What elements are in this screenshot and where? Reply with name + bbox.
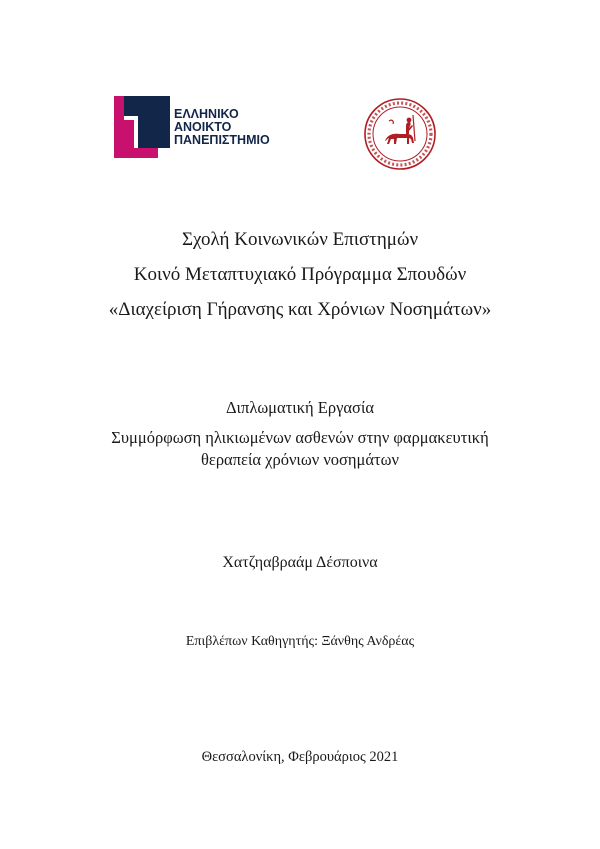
school-name: Σχολή Κοινωνικών Επιστημών [181, 229, 419, 250]
eap-line-2: ΑΝΟΙΚΤΟ [174, 120, 232, 134]
hellenic-open-university-logo [114, 96, 274, 158]
author-name: Χατζηαβραάμ Δέσποινα [222, 554, 378, 571]
eap-line-3: ΠΑΝΕΠΙΣΤΗΜΙΟ [174, 133, 270, 147]
eap-logo-text [174, 108, 270, 147]
place-date: Θεσσαλονίκη, Φεβρουάριος 2021 [201, 749, 399, 765]
program-title: «Διαχείριση Γήρανσης και Χρόνιων Νοσημάτων» [108, 299, 492, 320]
program-name: Κοινό Μεταπτυχιακό Πρόγραμμα Σπουδών [133, 264, 467, 285]
eap-mark-icon [114, 96, 170, 158]
thesis-title-line-2: θεραπεία χρόνιων νοσημάτων [200, 450, 399, 469]
eap-line-1: ΕΛΛΗΝΙΚΟ [174, 107, 239, 121]
thesis-type: Διπλωματική Εργασία [225, 398, 375, 417]
centaur-seal-icon [363, 97, 437, 171]
thesis-title-line-1: Συμμόρφωση ηλικιωμένων ασθενών στην φαρμακευτική [111, 428, 489, 447]
supervisor: Επιβλέπων Καθηγητής: Ξάνθης Ανδρέας [185, 634, 415, 649]
